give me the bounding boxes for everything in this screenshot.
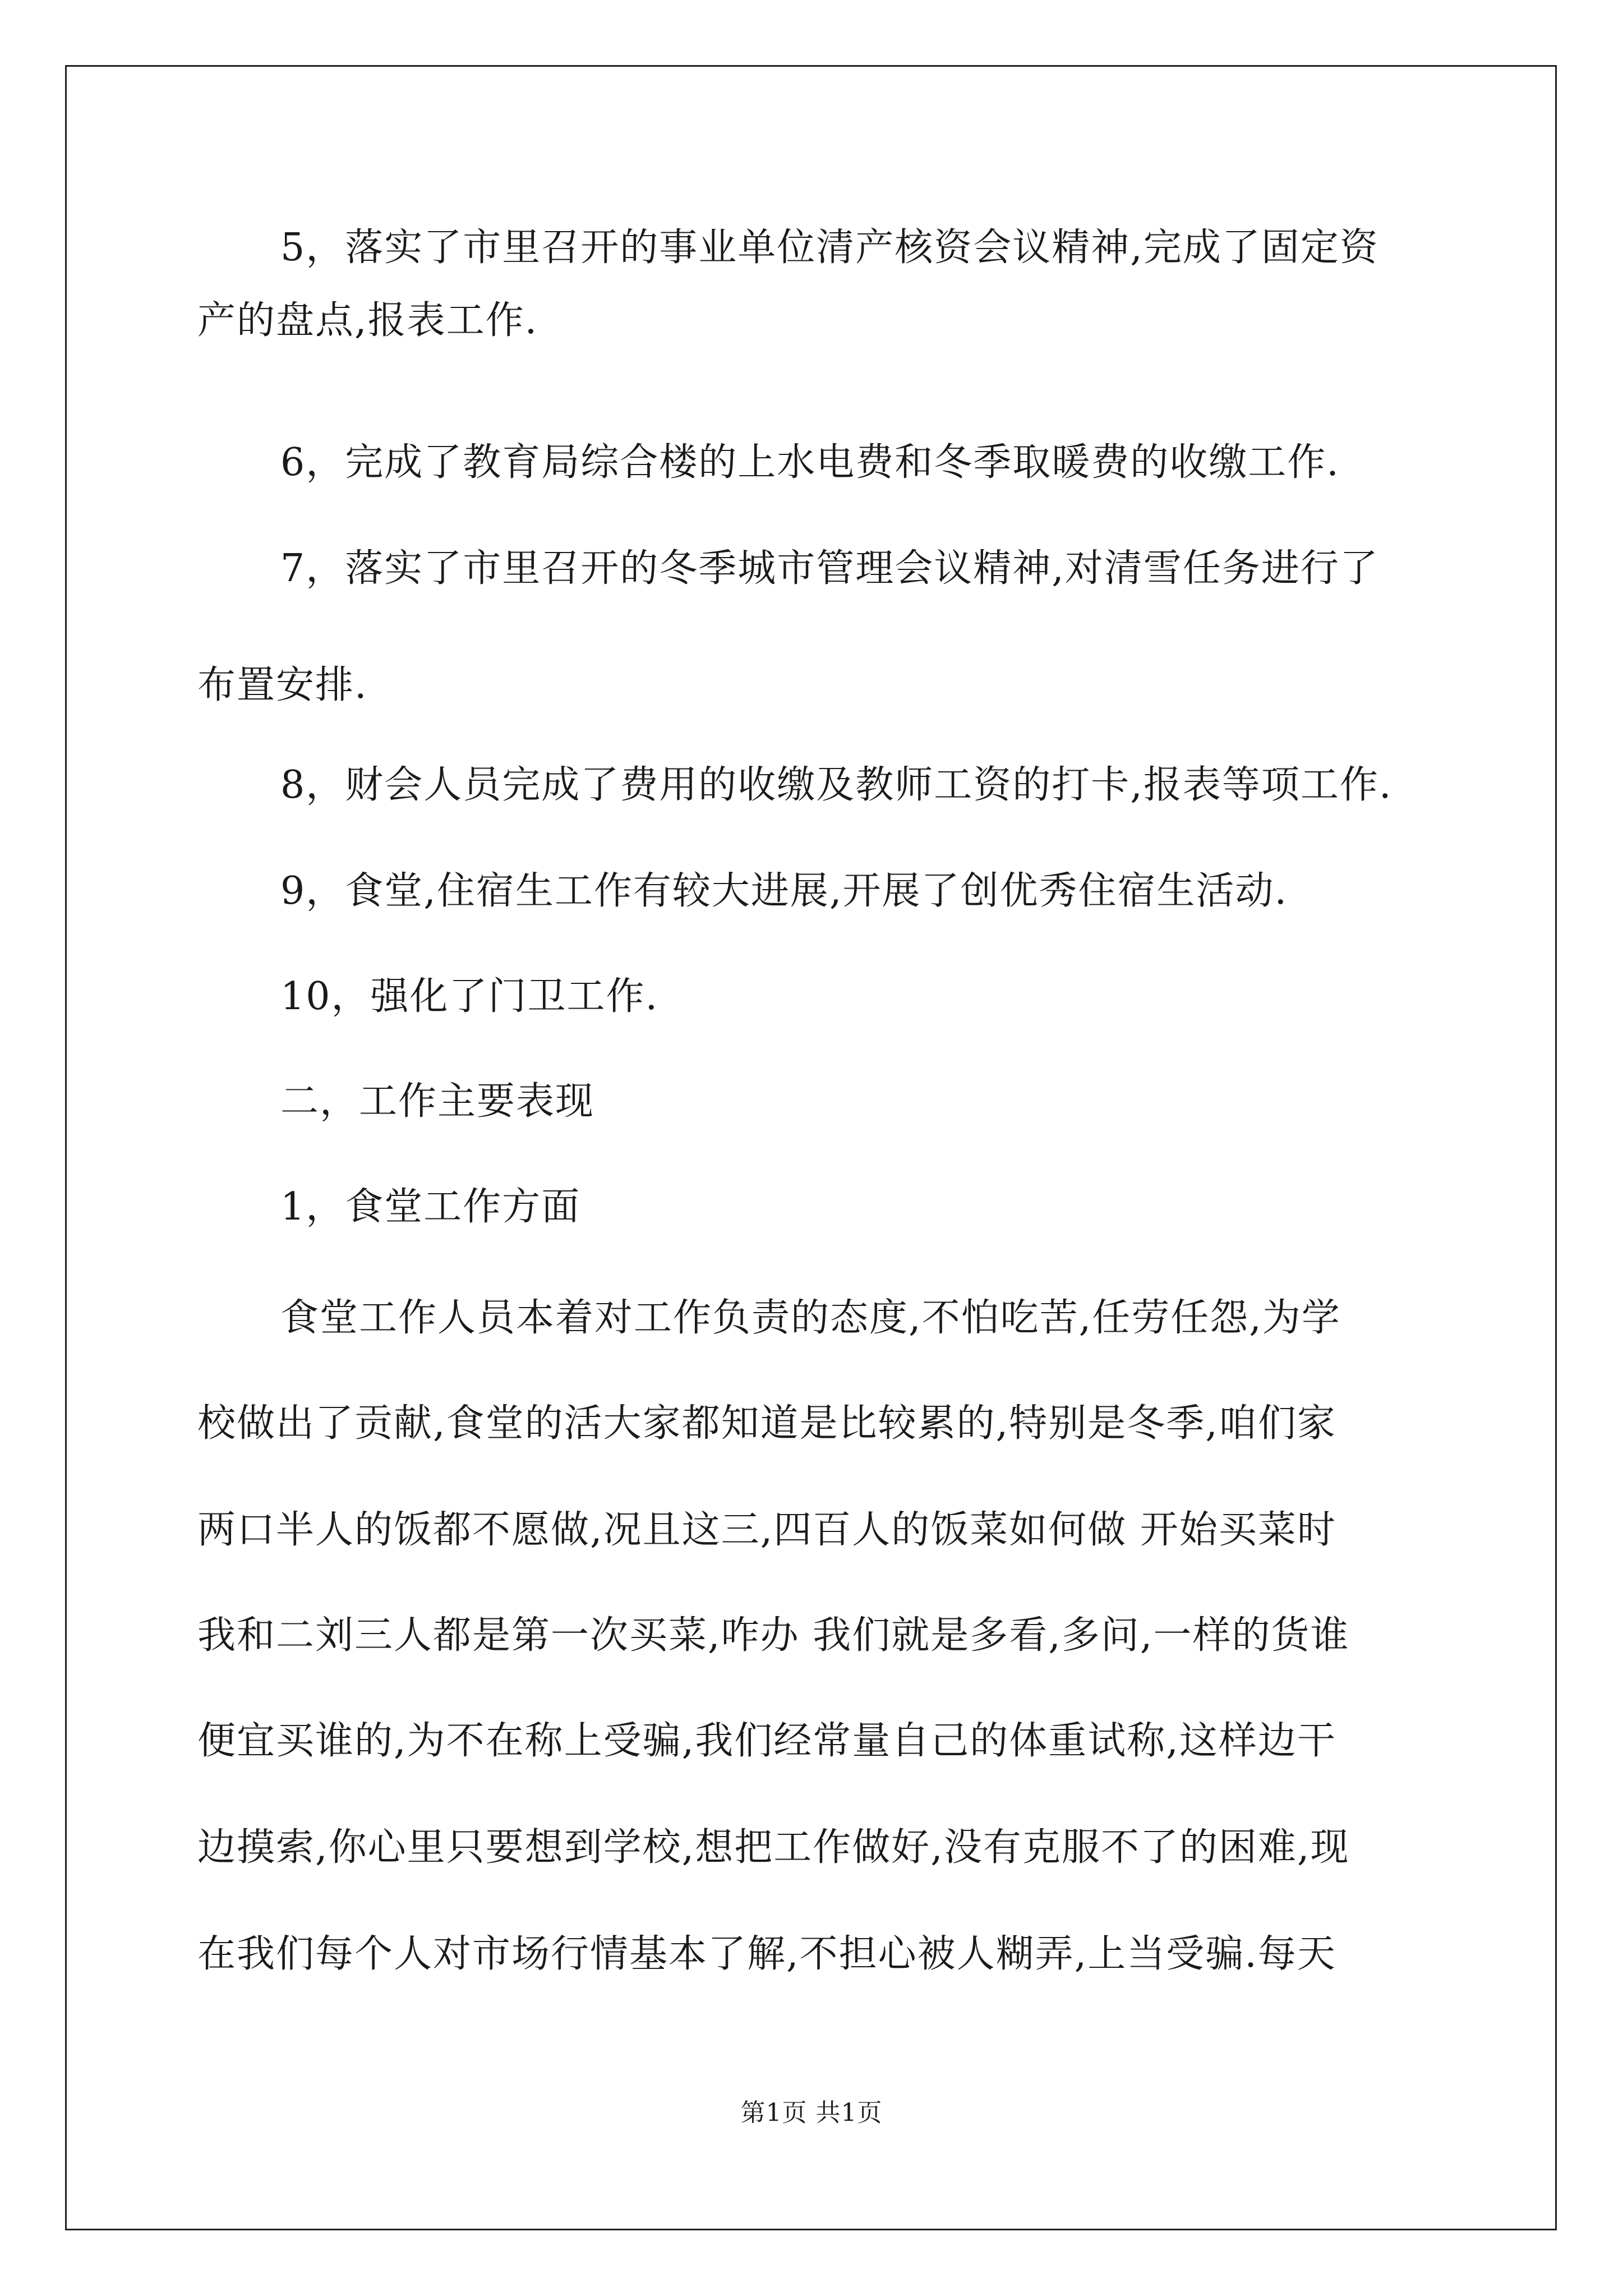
subsection-heading: 1，食堂工作方面 [280,1185,581,1229]
section-heading: 二，工作主要表现 [280,1079,595,1124]
paragraph-line: 8，财会人员完成了费用的收缴及教师工资的打卡,报表等项工作. [280,763,1393,807]
paragraph-line: 6，完成了教育局综合楼的上水电费和冬季取暖费的收缴工作. [280,440,1340,485]
paragraph-line: 两口半人的饭都不愿做,况且这三,四百人的饭菜如何做 开始买菜时 [197,1508,1336,1552]
paragraph-line: 边摸索,你心里只要想到学校,想把工作做好,没有克服不了的困难,现 [197,1825,1350,1870]
paragraph-line: 我和二刘三人都是第一次买菜,咋办 我们就是多看,多问,一样的货谁 [197,1613,1350,1658]
paragraph-line: 校做出了贡献,食堂的活大家都知道是比较累的,特别是冬季,咱们家 [197,1401,1336,1446]
paragraph-line: 在我们每个人对市场行情基本了解,不担心被人糊弄,上当受骗.每天 [197,1932,1336,1976]
paragraph-line: 便宜买谁的,为不在称上受骗,我们经常量自己的体重试称,这样边干 [197,1719,1336,1763]
paragraph-line: 食堂工作人员本着对工作负责的态度,不怕吃苦,任劳任怨,为学 [280,1296,1341,1340]
paragraph-line: 布置安排. [197,663,368,707]
paragraph-line: 10，强化了门卫工作. [280,974,659,1019]
paragraph-line: 9，食堂,住宿生工作有较大进展,开展了创优秀住宿生活动. [280,869,1288,913]
paragraph-line: 产的盘点,报表工作. [197,298,538,343]
page-number-footer: 第1页 共1页 [740,2099,883,2127]
page-frame [65,65,1557,2230]
paragraph-line: 5，落实了市里召开的事业单位清产核资会议精神,完成了固定资 [280,226,1379,270]
paragraph-line: 7，落实了市里召开的冬季城市管理会议精神,对清雪任务进行了 [280,546,1379,591]
